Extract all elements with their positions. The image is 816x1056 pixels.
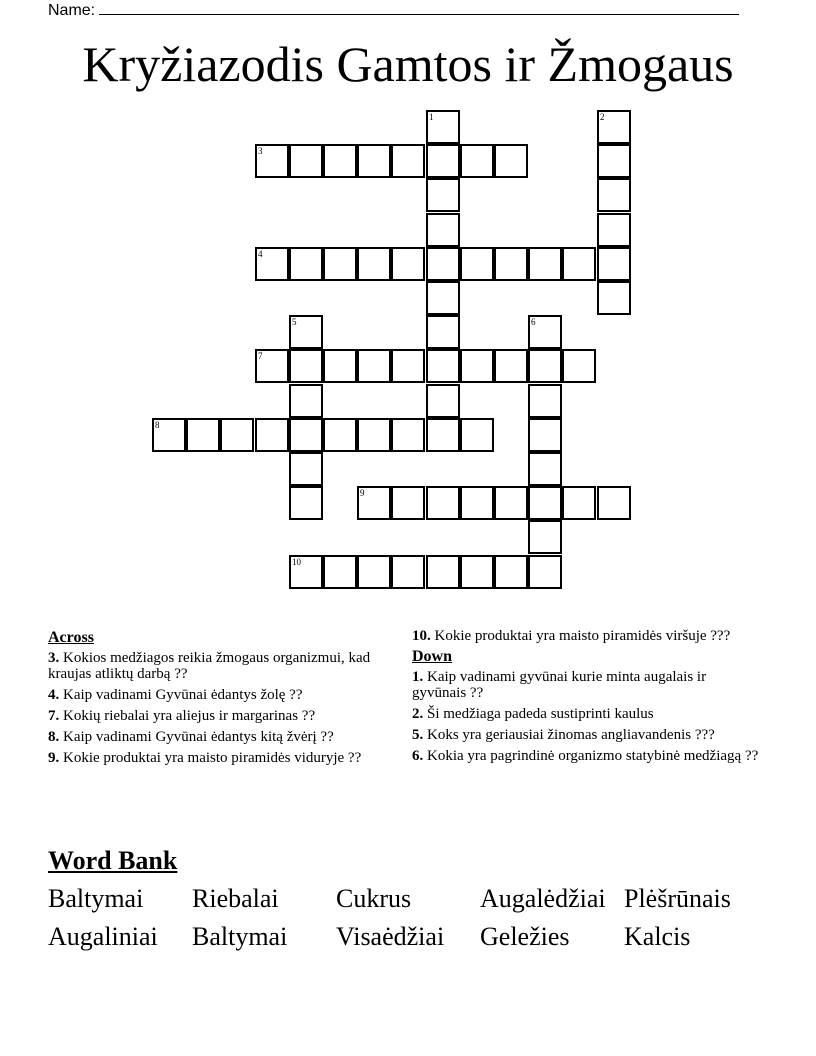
crossword-cell[interactable] [289, 418, 323, 452]
crossword-cell[interactable] [494, 247, 528, 281]
crossword-cell[interactable] [357, 486, 391, 520]
across-clue [48, 750, 378, 766]
crossword-cell[interactable] [323, 555, 357, 589]
clue-number: 6 [531, 317, 536, 327]
crossword-cell[interactable] [460, 418, 494, 452]
crossword-cell[interactable] [391, 486, 425, 520]
crossword-cell[interactable] [426, 144, 460, 178]
crossword-cell[interactable] [255, 349, 289, 383]
crossword-cell[interactable] [426, 384, 460, 418]
crossword-cell[interactable] [494, 144, 528, 178]
crossword-cell[interactable] [323, 349, 357, 383]
word-bank-word: Riebalai [192, 884, 279, 913]
crossword-cell[interactable] [391, 349, 425, 383]
page-title: Kryžiazodis Gamtos ir Žmogaus [82, 36, 734, 92]
down-heading: Down [412, 648, 453, 665]
clue-number: 1 [429, 112, 434, 122]
crossword-cell[interactable] [323, 144, 357, 178]
crossword-cell[interactable] [597, 144, 631, 178]
crossword-cell[interactable] [460, 247, 494, 281]
down-clue [412, 706, 762, 722]
crossword-cell[interactable] [494, 486, 528, 520]
down-clue [412, 669, 762, 701]
crossword-cell[interactable] [528, 486, 562, 520]
word-bank-word: Kalcis [624, 922, 691, 951]
clue-num: 1. [412, 669, 424, 685]
crossword-cell[interactable] [528, 247, 562, 281]
clue-number: 3 [258, 146, 263, 156]
crossword-cell[interactable] [391, 247, 425, 281]
clue-num: 2. [412, 706, 424, 722]
crossword-cell[interactable] [186, 418, 220, 452]
crossword-cell[interactable] [289, 452, 323, 486]
crossword-cell[interactable] [289, 315, 323, 349]
crossword-cell[interactable] [460, 349, 494, 383]
crossword-cell[interactable] [528, 315, 562, 349]
crossword-cell[interactable] [562, 486, 596, 520]
crossword-cell[interactable] [597, 178, 631, 212]
word-bank-word: Plėšrūnais [624, 884, 731, 913]
crossword-cell[interactable] [391, 144, 425, 178]
clue-num: 8. [48, 729, 60, 745]
clue-number: 10 [292, 557, 301, 567]
clue-number: 4 [258, 249, 263, 259]
crossword-cell[interactable] [494, 349, 528, 383]
crossword-cell[interactable] [460, 486, 494, 520]
clue-number: 5 [292, 317, 297, 327]
crossword-cell[interactable] [597, 213, 631, 247]
clue-num: 10. [412, 628, 431, 644]
clue-number: 9 [360, 488, 365, 498]
crossword-cell[interactable] [597, 247, 631, 281]
crossword-cell[interactable] [528, 520, 562, 554]
crossword-cell[interactable] [391, 555, 425, 589]
crossword-cell[interactable] [220, 418, 254, 452]
clue-text: Ši medžiaga padeda sustiprinti kaulus [423, 706, 654, 722]
crossword-cell[interactable] [357, 247, 391, 281]
crossword-cell[interactable] [426, 281, 460, 315]
across-clue-list [48, 650, 378, 766]
clue-text: Kokie produktai yra maisto piramidės viduryje ?? [59, 750, 362, 766]
clue-number: 2 [600, 112, 605, 122]
clue-num: 4. [48, 687, 60, 703]
across-clue [412, 628, 762, 644]
crossword-cell[interactable] [357, 418, 391, 452]
clue-num: 6. [412, 748, 424, 764]
crossword-cell[interactable] [289, 349, 323, 383]
clue-text: Kokios medžiagos reikia žmogaus organizmui, kad kraujas atliktų darbą ?? [48, 650, 371, 682]
crossword-cell[interactable] [426, 178, 460, 212]
crossword-cell[interactable] [426, 418, 460, 452]
clue-text: Koks yra geriausiai žinomas angliavandenis ??? [423, 727, 715, 743]
clue-num: 5. [412, 727, 424, 743]
word-bank-word: Augaliniai [48, 922, 158, 951]
crossword-cell[interactable] [255, 144, 289, 178]
clue-number: 8 [155, 420, 160, 430]
clue-text: Kokie produktai yra maisto piramidės viršuje ??? [430, 628, 731, 644]
clue-text: Kokių riebalai yra aliejus ir margarinas ?? [59, 708, 316, 724]
crossword-cell[interactable] [357, 555, 391, 589]
down-clue [412, 727, 762, 743]
clues-left-column [48, 628, 378, 771]
crossword-cell[interactable] [426, 213, 460, 247]
crossword-cell[interactable] [426, 486, 460, 520]
clue-text: Kaip vadinami Gyvūnai ėdantys žolę ?? [59, 687, 303, 703]
down-clue [412, 748, 762, 764]
clue-text: Kaip vadinami gyvūnai kurie minta augalais ir gyvūnais ?? [412, 669, 707, 701]
word-bank [48, 880, 768, 956]
crossword-cell[interactable] [426, 555, 460, 589]
crossword-cell[interactable] [528, 418, 562, 452]
crossword-cell[interactable] [528, 384, 562, 418]
across-clue [48, 650, 378, 682]
across-heading: Across [48, 629, 94, 646]
crossword-cell[interactable] [426, 247, 460, 281]
crossword-cell[interactable] [357, 349, 391, 383]
crossword-cell[interactable] [152, 418, 186, 452]
crossword-cell[interactable] [289, 144, 323, 178]
crossword-cell[interactable] [391, 418, 425, 452]
across-clue-list-continued [412, 628, 762, 644]
word-bank-word: Baltymai [192, 922, 288, 951]
crossword-cell[interactable] [323, 247, 357, 281]
crossword-cell[interactable] [597, 486, 631, 520]
clue-num: 3. [48, 650, 60, 666]
clue-number: 7 [258, 351, 263, 361]
across-clue [48, 729, 378, 745]
crossword-cell[interactable] [528, 349, 562, 383]
crossword-cell[interactable] [460, 555, 494, 589]
word-bank-word: Cukrus [336, 884, 412, 913]
word-bank-word: Baltymai [48, 884, 144, 913]
across-clue [48, 687, 378, 703]
crossword-cell[interactable] [597, 281, 631, 315]
word-bank-word: Geležies [480, 922, 570, 951]
crossword-cell[interactable] [426, 110, 460, 144]
crossword-cell[interactable] [323, 418, 357, 452]
clue-num: 9. [48, 750, 60, 766]
crossword-cell[interactable] [289, 555, 323, 589]
word-bank-word: Augalėdžiai [480, 884, 606, 913]
crossword-cell[interactable] [562, 247, 596, 281]
crossword-cell[interactable] [289, 384, 323, 418]
crossword-cell[interactable] [255, 418, 289, 452]
crossword-cell[interactable] [289, 486, 323, 520]
clue-text: Kaip vadinami Gyvūnai ėdantys kitą žvėrį ?? [59, 729, 334, 745]
word-bank-word: Visaėdžiai [336, 922, 445, 951]
clues-right-column [412, 628, 762, 769]
crossword-cell[interactable] [494, 555, 528, 589]
crossword-cell[interactable] [426, 349, 460, 383]
crossword-cell[interactable] [460, 144, 494, 178]
clue-num: 7. [48, 708, 60, 724]
across-clue [48, 708, 378, 724]
down-clue-list [412, 669, 762, 764]
crossword-cell[interactable] [528, 555, 562, 589]
crossword-cell[interactable] [357, 144, 391, 178]
crossword-cell[interactable] [597, 110, 631, 144]
crossword-cell[interactable] [528, 452, 562, 486]
crossword-cell[interactable] [255, 247, 289, 281]
clue-text: Kokia yra pagrindinė organizmo statybinė medžiagą ?? [423, 748, 759, 764]
crossword-cell[interactable] [426, 315, 460, 349]
name-label: Name: [48, 2, 96, 19]
crossword-cell[interactable] [562, 349, 596, 383]
word-bank-title: Word Bank [48, 846, 178, 875]
crossword-cell[interactable] [289, 247, 323, 281]
